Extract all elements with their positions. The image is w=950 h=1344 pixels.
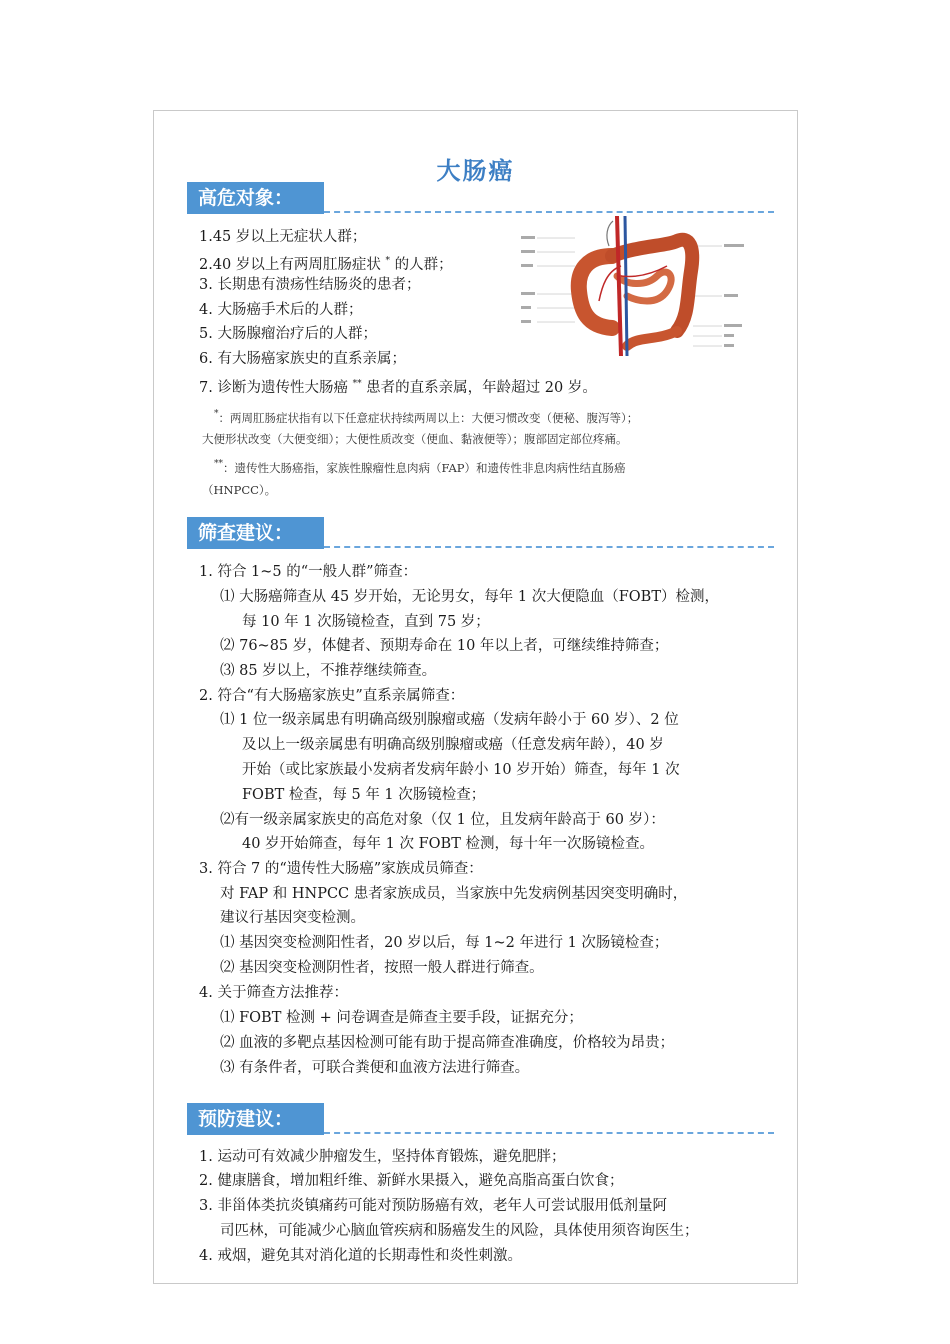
prevention-line: 2. 健康膳食，增加粗纤维、新鲜水果摄入，避免高脂高蛋白饮食； — [199, 1173, 624, 1189]
screening-line: ⑵ 76~85 岁，体健者、预期寿命在 10 年以上者，可继续维持筛查； — [220, 638, 669, 654]
prevention-line: 1. 运动可有效减少肿瘤发生，坚持体育锻炼，避免肥胖； — [199, 1149, 566, 1165]
prevention-line: 4. 戒烟，避免其对消化道的长期毒性和炎性刺激。 — [199, 1248, 522, 1264]
page-title: 大肠癌 — [436, 157, 515, 185]
screening-line: ⑴ 1 位一级亲属患有明确高级别腺瘤或癌（发病年龄小于 60 岁）、2 位 — [220, 712, 679, 728]
screening-line: 对 FAP 和 HNPCC 患者家族成员，当家族中先发病例基因突变明确时， — [220, 886, 688, 902]
screening-line: FOBT 检查，每 5 年 1 次肠镜检查； — [242, 787, 486, 803]
screening-line: 3. 符合 7 的“遗传性大肠癌”家族成员筛查： — [199, 861, 483, 877]
colon-anatomy-illustration — [517, 216, 757, 356]
screening-line: 1. 符合 1~5 的“一般人群”筛查： — [199, 564, 418, 580]
screening-line: 建议行基因突变检测。 — [220, 910, 365, 926]
high-risk-item-7: 7. 诊断为遗传性大肠癌 ** 患者的直系亲属，年龄超过 20 岁。 — [199, 379, 597, 396]
screening-line: ⑵有一级亲属家族史的高危对象（仅 1 位，且发病年龄高于 60 岁）： — [220, 812, 665, 828]
screening-line: 40 岁开始筛查，每年 1 次 FOBT 检测，每十年一次肠镜检查。 — [242, 836, 654, 852]
footnote-1: *：两周肛肠症状指有以下任意症状持续两周以上：大便习惯改变（便秘、腹泻等）； — [214, 409, 639, 425]
high-risk-item-3: 3. 长期患有溃疡性结肠炎的患者； — [199, 277, 421, 293]
section-divider — [324, 546, 774, 548]
screening-line: ⑶ 有条件者，可联合粪便和血液方法进行筛查。 — [220, 1060, 530, 1076]
high-risk-item-5: 5. 大肠腺瘤治疗后的人群； — [199, 326, 377, 342]
screening-line: ⑵ 基因突变检测阴性者，按照一般人群进行筛查。 — [220, 960, 544, 976]
footnote-1-cont: 大便形状改变（大便变细）；大便性质改变（便血、黏液便等）；腹部固定部位疼痛。 — [202, 432, 628, 446]
screening-line: 2. 符合“有大肠癌家族史”直系亲属筛查： — [199, 688, 465, 704]
prevention-line: 司匹林，可能减少心脑血管疾病和肠癌发生的风险，具体使用须咨询医生； — [220, 1223, 699, 1239]
document-card — [153, 110, 798, 1284]
screening-line: ⑵ 血液的多靶点基因检测可能有助于提高筛查准确度，价格较为昂贵； — [220, 1035, 675, 1051]
high-risk-item-2: 2.40 岁以上有两周肛肠症状 * 的人群； — [199, 256, 453, 273]
screening-line: ⑴ FOBT 检测 + 问卷调查是筛查主要手段，证据充分； — [220, 1010, 583, 1026]
screening-line: ⑴ 基因突变检测阳性者，20 岁以后，每 1~2 年进行 1 次肠镜检查； — [220, 935, 669, 951]
section-divider — [324, 211, 774, 213]
screening-line: 每 10 年 1 次肠镜检查，直到 75 岁； — [242, 614, 490, 630]
footnote-2-cont: （HNPCC）。 — [202, 483, 277, 497]
high-risk-item-4: 4. 大肠癌手术后的人群； — [199, 302, 363, 318]
screening-line: 及以上一级亲属患有明确高级别腺瘤或癌（任意发病年龄），40 岁 — [242, 737, 664, 753]
section-title-prevention: 预防建议： — [187, 1103, 324, 1135]
high-risk-item-1: 1.45 岁以上无症状人群； — [199, 229, 367, 245]
screening-line: 4. 关于筛查方法推荐： — [199, 985, 348, 1001]
section-title-screening: 筛查建议： — [187, 517, 324, 549]
high-risk-item-6: 6. 有大肠癌家族史的直系亲属； — [199, 351, 406, 367]
screening-line: ⑴ 大肠癌筛查从 45 岁开始，无论男女，每年 1 次大便隐血（FOBT）检测， — [220, 589, 719, 605]
prevention-line: 3. 非甾体类抗炎镇痛药可能对预防肠癌有效，老年人可尝试服用低剂量阿 — [199, 1198, 667, 1214]
section-title-high-risk: 高危对象： — [187, 182, 324, 214]
footnote-2: **：遗传性大肠癌指，家族性腺瘤性息肉病（FAP）和遗传性非息肉病性结直肠癌 — [214, 459, 626, 475]
screening-line: 开始（或比家族最小发病者发病年龄小 10 岁开始）筛查，每年 1 次 — [242, 762, 680, 778]
screening-line: ⑶ 85 岁以上，不推荐继续筛查。 — [220, 663, 437, 679]
section-divider — [324, 1132, 774, 1134]
